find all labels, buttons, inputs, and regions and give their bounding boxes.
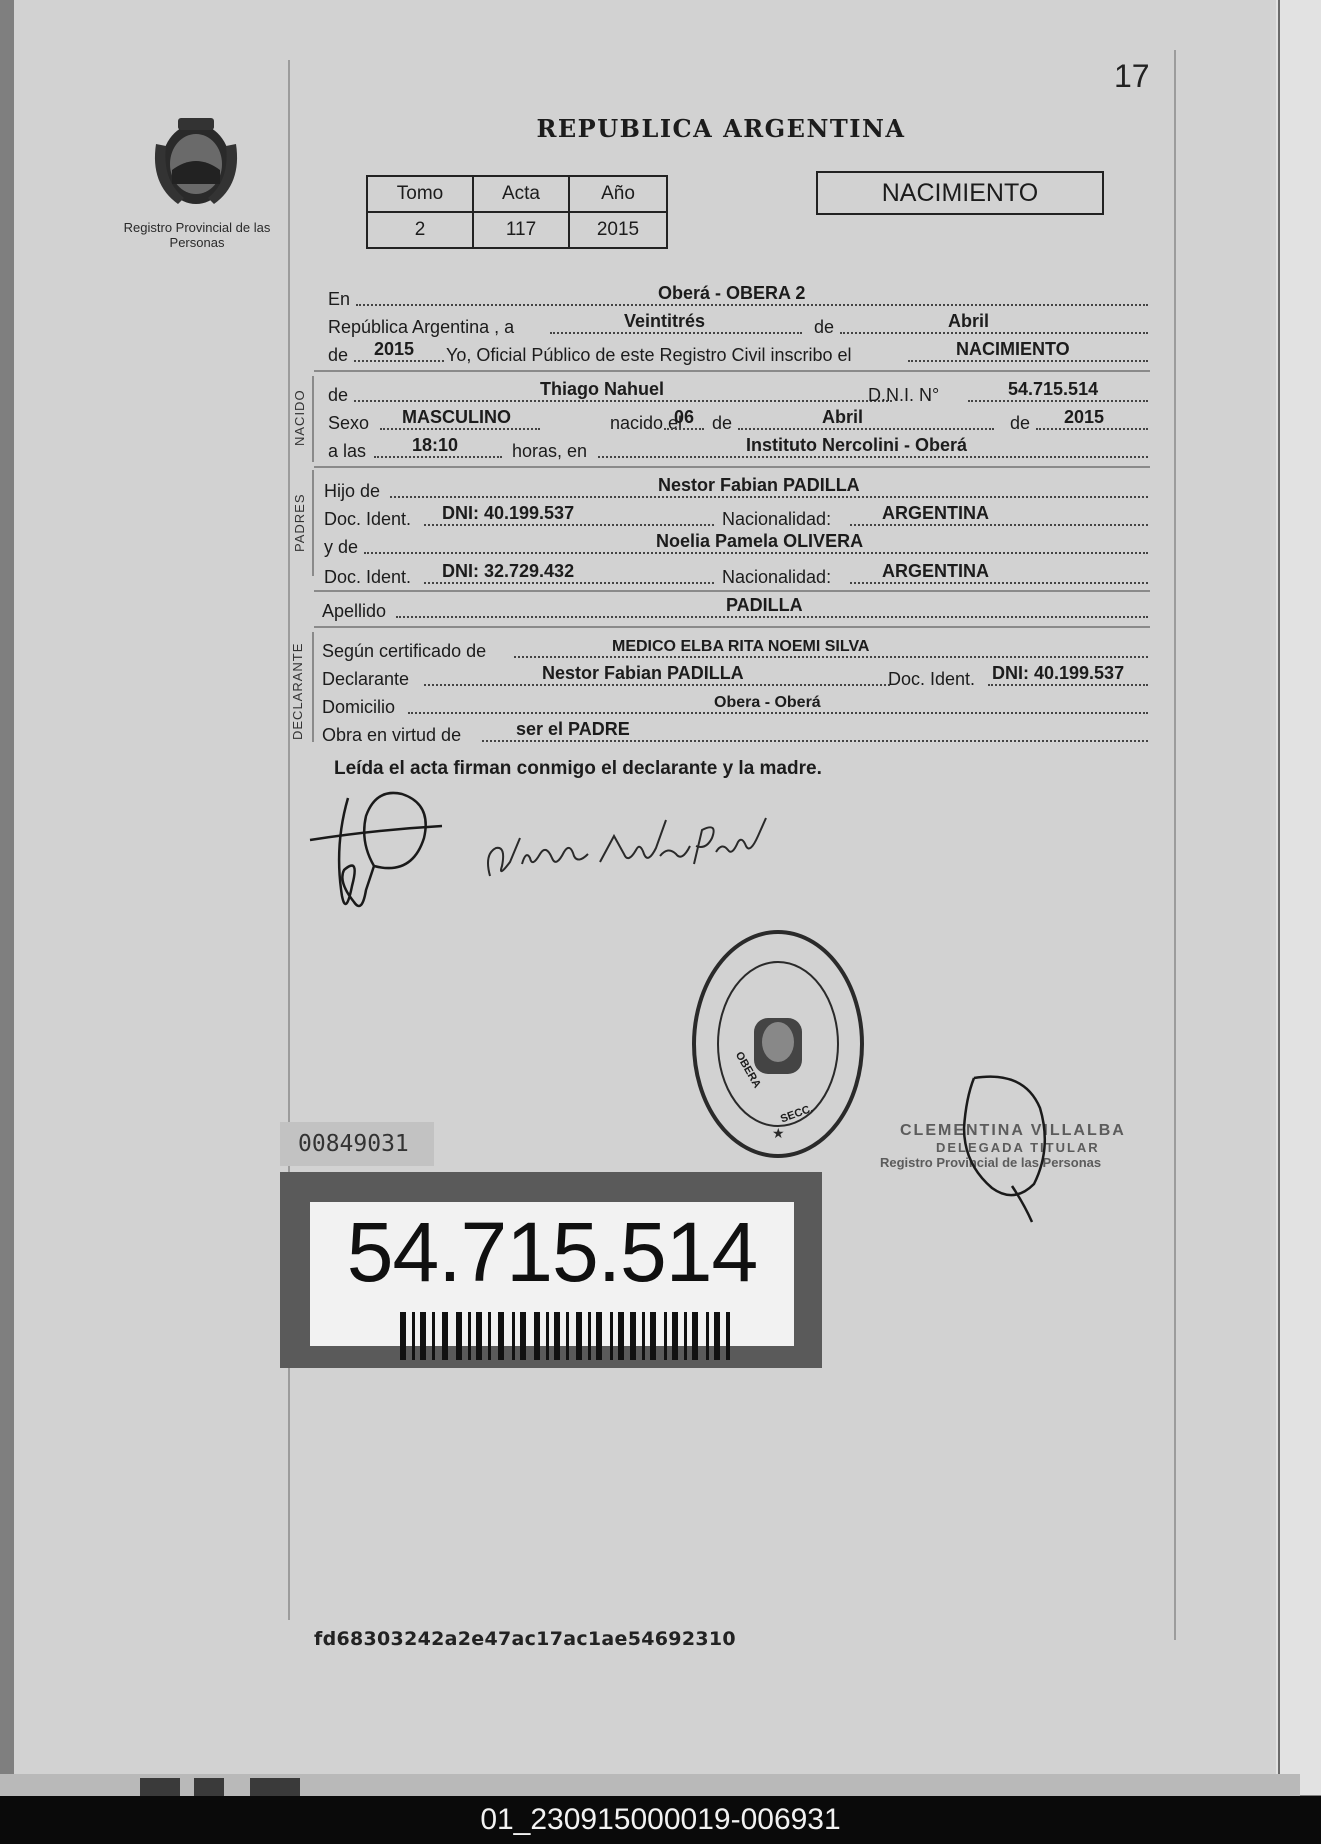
dotted-line (396, 616, 1148, 618)
capacity-value: ser el PADRE (516, 719, 630, 739)
dotted-line (850, 524, 1148, 526)
dotted-line (356, 304, 1148, 306)
dotted-line (1036, 428, 1148, 430)
dotted-line (364, 552, 1148, 554)
section-divider (314, 466, 1150, 468)
docident-label: Doc. Ident. (324, 509, 412, 529)
dotted-line (482, 740, 1148, 742)
nacionalidad-label: Nacionalidad: (722, 509, 832, 529)
padres-sidebar (312, 470, 314, 576)
dotted-line (354, 360, 444, 362)
field-surname (322, 594, 1148, 622)
sexo-value: MASCULINO (402, 407, 511, 427)
official-text: Yo, Oficial Público de este Registro Civil inscribo el (446, 345, 852, 365)
mother-doc-value: DNI: 32.729.432 (442, 561, 575, 581)
hijo-label: Hijo de (324, 481, 381, 501)
dotted-line (908, 360, 1148, 362)
country-title: REPUBLICA ARGENTINA (536, 114, 906, 143)
declarant-signature-icon (304, 786, 454, 936)
mother-signature-icon (480, 806, 770, 886)
page-edge (1276, 0, 1321, 1795)
place-value: Oberá - OBERA 2 (658, 283, 806, 303)
field-address (322, 690, 1148, 718)
father-doc-value: DNI: 40.199.537 (442, 503, 575, 523)
domicilio-label: Domicilio (322, 697, 396, 717)
dotted-line (408, 712, 1148, 714)
declarante-section-label: DECLARANTE (290, 642, 305, 740)
hour-value: 18:10 (412, 435, 459, 455)
alas-label: a las (328, 441, 367, 461)
section-divider (314, 626, 1150, 628)
sticker-number: 54.715.514 (346, 1205, 758, 1299)
month-value: Abril (948, 311, 990, 331)
stamp-bottom-text: OBERA (732, 1049, 763, 1091)
nacido-label: nacido el (610, 413, 683, 433)
dotted-line (988, 684, 1148, 686)
declarante-sidebar (312, 632, 314, 742)
field-father (324, 474, 1148, 502)
declarante-label: Declarante (322, 669, 410, 689)
anio-value: 2015 (569, 212, 667, 248)
father-nationality-value: ARGENTINA (882, 503, 989, 523)
declarant-doc-value: DNI: 40.199.537 (992, 663, 1125, 683)
dotted-line (514, 656, 1148, 658)
nacionalidad-label: Nacionalidad: (722, 567, 832, 587)
de-label: de (328, 345, 349, 365)
declarant-name-value: Nestor Fabian PADILLA (542, 663, 744, 683)
mother-name-value: Noelia Pamela OLIVERA (656, 531, 864, 551)
field-en (328, 282, 1148, 310)
closing-statement: Leída el acta firman conmigo el declarante y la madre. (334, 758, 822, 779)
dotted-line (424, 684, 890, 686)
birth-day-value: 06 (674, 407, 695, 427)
name-label: de (328, 385, 349, 405)
field-child-name (328, 378, 1148, 406)
dni-sticker (280, 1172, 822, 1368)
birth-year-value: 2015 (1064, 407, 1105, 427)
birth-month-value: Abril (822, 407, 864, 427)
field-declarant (322, 662, 1148, 690)
year-value: 2015 (374, 339, 415, 359)
apellido-label: Apellido (322, 601, 387, 621)
certifier-signature-icon (944, 1068, 1054, 1228)
anio-header: Año (569, 176, 667, 212)
dotted-line (850, 582, 1148, 584)
mother-nationality-value: ARGENTINA (882, 561, 989, 581)
dotted-line (598, 456, 1148, 458)
de-label: de (712, 413, 733, 433)
sticker-label (310, 1202, 794, 1346)
certifier-role: DELEGADA TITULAR (936, 1140, 1100, 1155)
misiones-emblem-icon (148, 104, 244, 216)
certificado-label: Según certificado de (322, 641, 487, 661)
address-value: Obera - Oberá (714, 694, 821, 711)
acta-value: 117 (473, 212, 569, 248)
certifier-org: Registro Provincial de las Personas (880, 1155, 1102, 1170)
footer-bar (0, 1796, 1321, 1844)
tomo-value: 2 (367, 212, 473, 248)
reference-table (366, 175, 668, 249)
certificate-value: MEDICO ELBA RITA NOEMI SILVA (612, 638, 870, 655)
field-certificate (322, 634, 1148, 662)
surname-value: PADILLA (726, 595, 803, 615)
field-record (328, 338, 1148, 366)
padres-section-label: PADRES (292, 493, 307, 552)
record-value: NACIMIENTO (956, 339, 1070, 359)
obra-label: Obra en virtud de (322, 725, 462, 745)
tomo-header: Tomo (367, 176, 473, 212)
barcode-icon (400, 1312, 730, 1360)
nacido-section-label: NACIDO (292, 389, 307, 446)
acta-header: Acta (473, 176, 569, 212)
dotted-line (550, 332, 802, 334)
page-number: 17 (1114, 58, 1150, 94)
certifier-name: CLEMENTINA VILLALBA (900, 1122, 1126, 1139)
child-name-value: Thiago Nahuel (540, 379, 665, 399)
field-date (328, 310, 1148, 338)
dotted-line (424, 524, 714, 526)
field-mother (324, 530, 1148, 558)
dotted-line (968, 400, 1148, 402)
yde-label: y de (324, 537, 359, 557)
svg-text:★: ★ (772, 1126, 785, 1142)
docident-label: Doc. Ident. (888, 669, 976, 689)
field-father-doc (324, 502, 1148, 530)
right-margin-line (1174, 50, 1176, 1640)
republica-label: República Argentina , a (328, 317, 515, 337)
birth-place-value: Instituto Nercolini - Oberá (746, 435, 968, 455)
dotted-line (738, 428, 994, 430)
dotted-line (424, 582, 714, 584)
horas-label: horas, en (512, 441, 588, 461)
de-label: de (1010, 413, 1031, 433)
field-mother-doc (324, 560, 1148, 588)
section-divider (314, 370, 1150, 372)
document-hash: fd68303242a2e47ac17ac1ae54692310 (314, 1628, 736, 1650)
dotted-line (840, 332, 1148, 334)
footer-id: 01_230915000019-006931 (480, 1803, 841, 1836)
stamp-secc-text: SECC. (778, 1102, 815, 1126)
en-label: En (328, 289, 351, 309)
de-label: de (814, 317, 835, 337)
field-time-place (328, 434, 1148, 462)
nacido-sidebar (312, 376, 314, 462)
field-sex-birth (328, 406, 1148, 434)
section-divider (314, 590, 1150, 592)
dotted-line (374, 456, 502, 458)
docident-label: Doc. Ident. (324, 567, 412, 587)
left-margin-line (288, 60, 290, 1620)
dotted-line (664, 428, 704, 430)
stamp-text (688, 924, 868, 1164)
day-value: Veintitrés (624, 311, 706, 331)
dotted-line (380, 428, 540, 430)
record-type-box: NACIMIENTO (816, 171, 1104, 215)
dotted-line (354, 400, 892, 402)
serial-number: 00849031 (280, 1122, 434, 1166)
underlying-page-strip (0, 1774, 1300, 1796)
dotted-line (390, 496, 1148, 498)
sexo-label: Sexo (328, 413, 370, 433)
registry-label: Registro Provincial de las Personas (123, 220, 271, 250)
father-name-value: Nestor Fabian PADILLA (658, 475, 860, 495)
dni-label: D.N.I. N° (868, 385, 940, 405)
dni-value: 54.715.514 (1008, 379, 1099, 399)
document-page (14, 0, 1276, 1795)
field-capacity (322, 718, 1148, 746)
